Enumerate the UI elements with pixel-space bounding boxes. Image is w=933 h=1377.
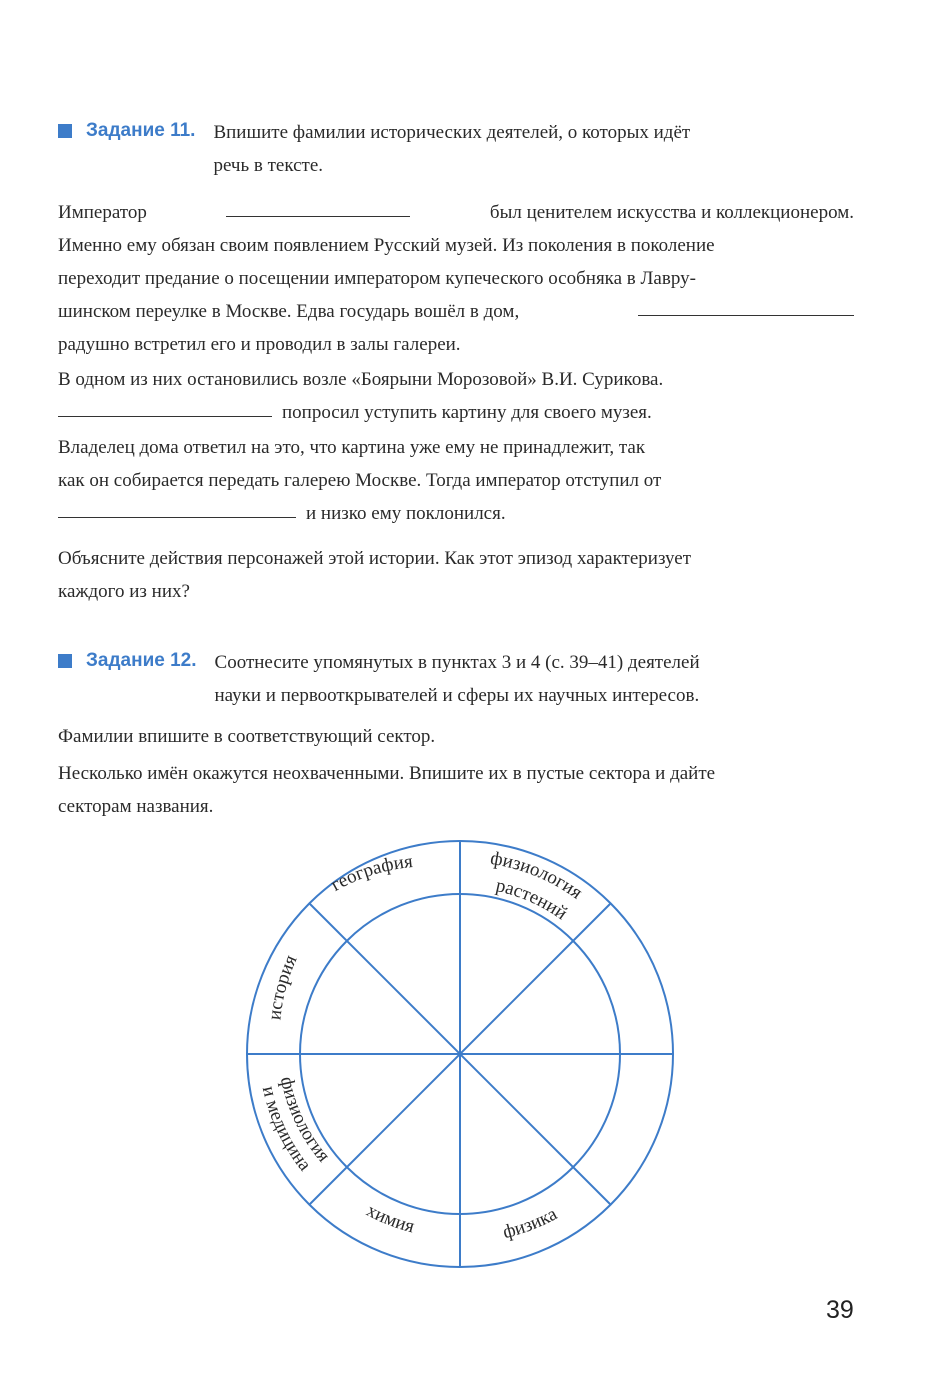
text-fragment: был ценителем искусства и коллекционером. — [489, 202, 854, 223]
task12-label: Задание 12. — [86, 650, 197, 671]
text-line: Несколько имён окажутся неохваченными. Впишите их в пустые сектора и дайте — [58, 763, 716, 784]
text-line: Именно ему обязан своим появлением Русский музей. Из поколения в поколение — [58, 235, 715, 256]
sector-label-plant-physiology: физиология — [488, 847, 587, 904]
task11-instruction-line1: Впишите фамилии исторических деятелей, о которых идёт — [213, 122, 691, 143]
text-line: как он собирается передать галерею Москве. Тогда император отступил от — [58, 470, 662, 491]
text-fragment: шинском переулке в Москве. Едва государь вошёл в дом, — [58, 301, 520, 322]
text-fragment: и низко ему поклонился. — [306, 503, 506, 524]
sector-label-history: история — [264, 951, 302, 1022]
text-line: радушно встретил его и проводил в залы галереи. — [58, 334, 461, 355]
text-line: Владелец дома ответил на это, что картина уже ему не принадлежит, так — [58, 437, 646, 458]
sector-label-physics: физика — [500, 1203, 561, 1244]
text-line: Фамилии впишите в соответствующий сектор. — [58, 726, 436, 747]
sector-label-physiology-medicine: физиология — [275, 1074, 334, 1167]
text-line: секторам названия. — [58, 796, 214, 817]
page-number: 39 — [826, 1296, 854, 1324]
sector-label-physiology-medicine: и медицина — [257, 1084, 316, 1176]
task11-instruction-line2: речь в тексте. — [213, 155, 324, 176]
text-line: переходит предание о посещении императором купеческого особняка в Лавру- — [58, 268, 696, 289]
task11-label: Задание 11. — [86, 120, 196, 141]
text-line: В одном из них остановились возле «Боярыни Морозовой» В.И. Сурикова. — [58, 369, 664, 390]
task12-instruction-line2: науки и первооткрывателей и сферы их научных интересов. — [214, 685, 700, 706]
sector-label-plant-physiology: растений — [493, 875, 572, 925]
sector-label-chemistry: химия — [363, 1200, 417, 1238]
question-line2: каждого из них? — [58, 581, 190, 602]
task12-instruction-line1: Соотнесите упомянутых в пунктах 3 и 4 (с. 39–41) деятелей — [214, 652, 700, 673]
sector-label-geography: география — [327, 851, 414, 896]
text-fragment: Император — [58, 202, 147, 223]
question-line1: Объясните действия персонажей этой истории. Как этот эпизод характеризует — [58, 548, 692, 569]
text-fragment: попросил уступить картину для своего музея. — [282, 402, 652, 423]
